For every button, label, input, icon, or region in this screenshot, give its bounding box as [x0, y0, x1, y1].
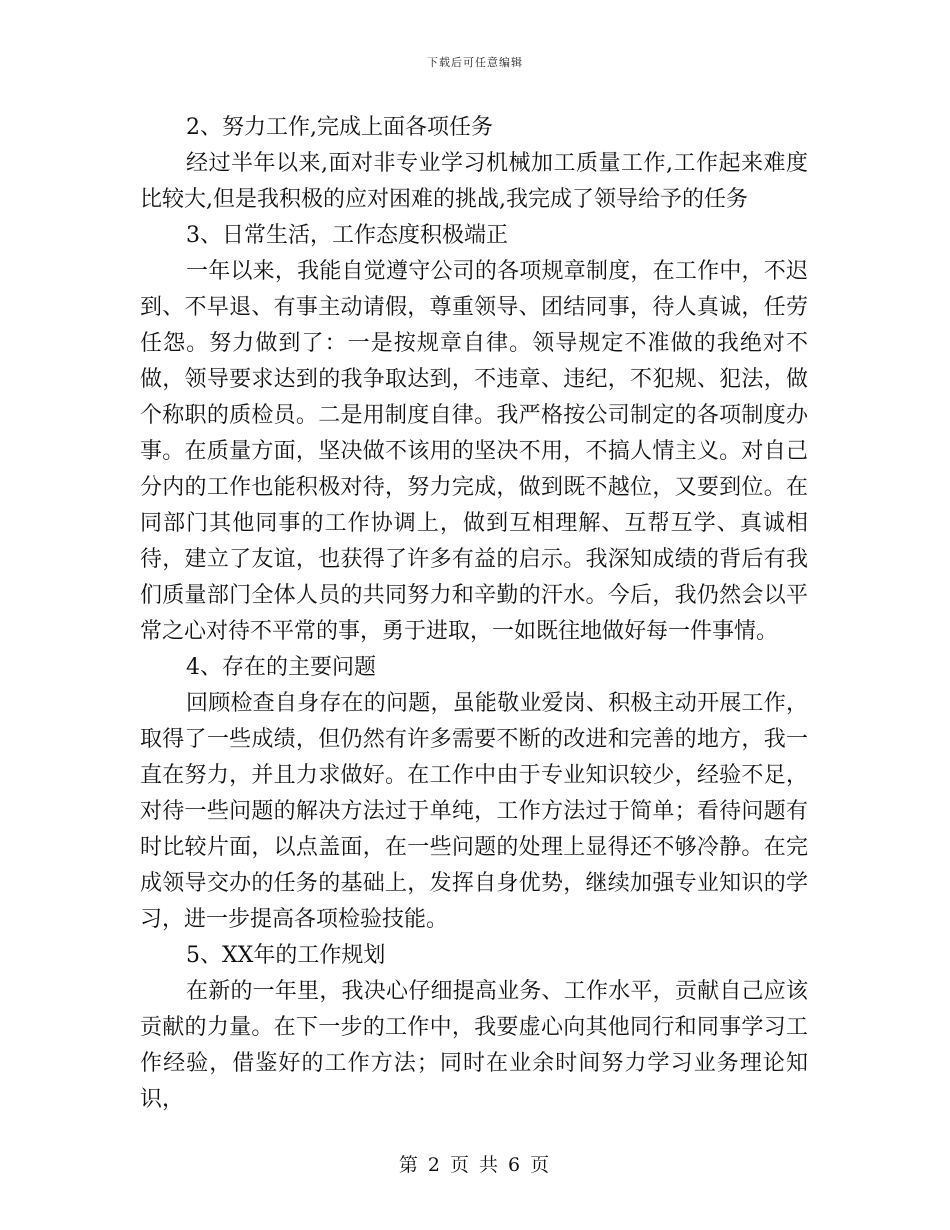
section-heading: 3、日常生活，工作态度积极端正 [186, 223, 508, 248]
document-body [140, 110, 808, 1118]
section-paragraph: 经过半年以来,面对非专业学习机械加工质量工作,工作起来难度比较大,但是我积极的应对困难的挑战,我完成了领导给予的任务 [140, 151, 808, 212]
section-paragraph: 在新的一年里，我决心仔细提高业务、工作水平，贡献自己应该贡献的力量。在下一步的工作中，我要虚心向其他同行和同事学习工作经验，借鉴好的工作方法；同时在业余时间努力学习业务理论知识， [140, 979, 808, 1112]
section-paragraph: 一年以来，我能自觉遵守公司的各项规章制度，在工作中，不迟到、不早退、有事主动请假，尊重领导、团结同事，待人真诚，任劳任怨。努力做到了：一是按规章自律。领导规定不准做的我绝对不做，领导要求达到的我争取达到，不违章、违纪，不犯规、犯法，做个称职的质检员。二是用制度自律。我严格按公司制定的各项制度办事。在质量方面，坚决做不该用的坚决不用，不搞人情主义。对自己分内的工作也能积极对待，努力完成，做到既不越位，又要到位。在同部门其他同事的工作协调上，做到互相理解、互帮互学、真诚相待，建立了友谊，也获得了许多有益的启示。我深知成绩的背后有我们质量部门全体人员的共同努力和辛勤的汗水。今后，我仍然会以平常之心对待不平常的事，勇于进取，一如既往地做好每一件事情。 [140, 259, 808, 644]
section-heading: 2、努力工作,完成上面各项任务 [186, 115, 493, 140]
section-paragraph: 回顾检查自身存在的问题，虽能敬业爱岗、积极主动开展工作，取得了一些成绩，但仍然有许多需要不断的改进和完善的地方，我一直在努力，并且力求做好。在工作中由于专业知识较少，经验不足，对待一些问题的解决方法过于单纯，工作方法过于简单；看待问题有时比较片面，以点盖面，在一些问题的处理上显得还不够冷静。在完成领导交办的任务的基础上，发挥自身优势，继续加强专业知识的学习，进一步提高各项检验技能。 [140, 691, 808, 932]
section-heading: 4、存在的主要问题 [186, 655, 376, 680]
section-heading: 5、XX年的工作规划 [186, 943, 386, 968]
page-number: 第 2 页 共 6 页 [398, 1154, 552, 1176]
page-header-note: 下载后可任意编辑 [427, 56, 523, 69]
